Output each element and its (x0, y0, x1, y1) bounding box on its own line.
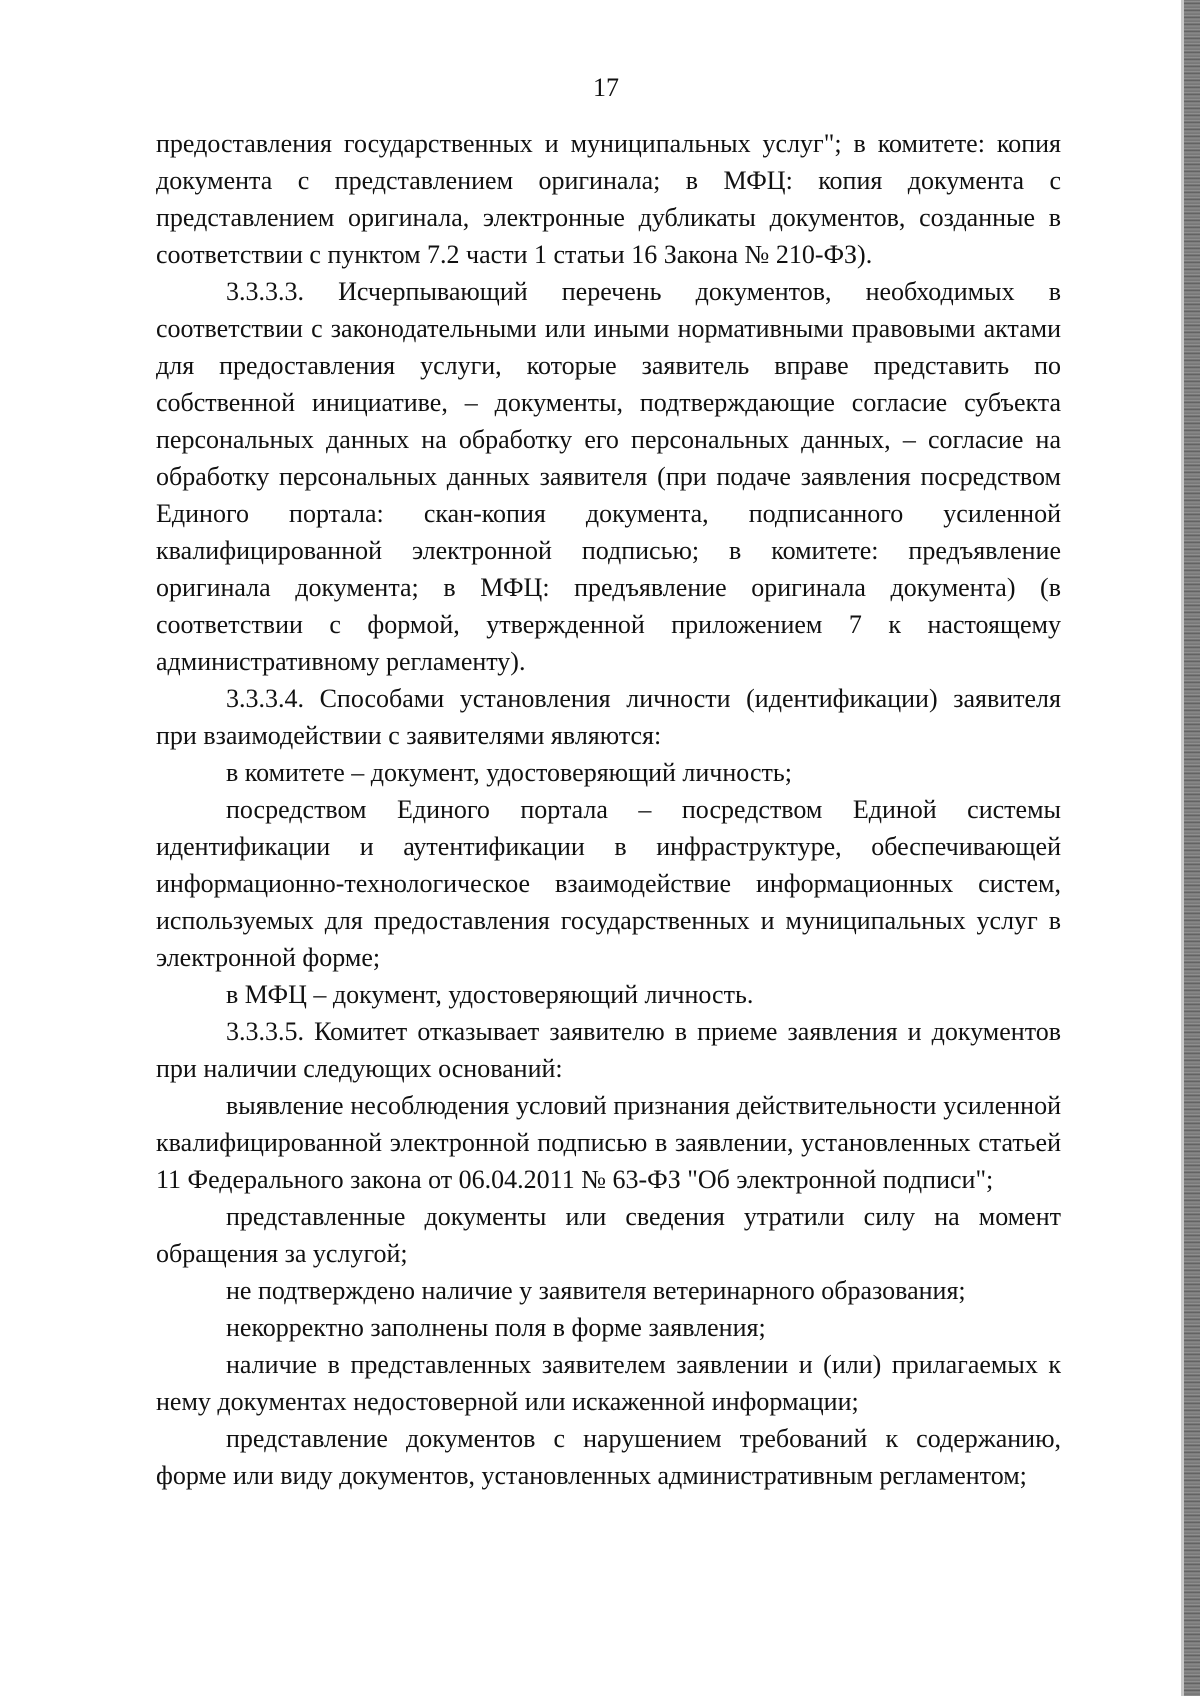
paragraph-identification-portal: посредством Единого портала – посредством Единой системы идентификации и аутентификации в инфраструктуре, обеспечивающей информационно-технологическое взаимодействие информационных систем, используемых для предоставления государственных и муниципальных услуг в электронной форме; (156, 795, 1061, 972)
paragraph-refusal-expired: представленные документы или сведения утратили силу на момент обращения за услугой; (156, 1202, 1061, 1268)
paragraph-3-3-3-3: 3.3.3.3. Исчерпывающий перечень документов, необходимых в соответствии с законодательными или иными нормативными правовыми актами для предоставления услуги, которые заявитель вправе представить по собственной инициативе, – документы, подтверждающие согласие субъекта персональных данных на обработку его персональных данных, – согласие на обработку персональных данных заявителя (при подаче заявления посредством Единого портала: скан-копия документа, подписанного усиленной квалифицированной электронной подписью; в комитете: предъявление оригинала документа; в МФЦ: предъявление оригинала документа) (в соответствии с формой, утвержденной приложением 7 к настоящему административному регламенту). (156, 277, 1061, 676)
paragraph-refusal-false-info: наличие в представленных заявителем заявлении и (или) прилагаемых к нему документах недостоверной или искаженной информации; (156, 1350, 1061, 1416)
paragraph-refusal-fields: некорректно заполнены поля в форме заявления; (226, 1313, 766, 1342)
paragraph-refusal-signature: выявление несоблюдения условий признания действительности усиленной квалифицированной электронной подписью в заявлении, установленных статьей 11 Федерального закона от 06.04.2011 № 63-ФЗ "Об электронной подписи"; (156, 1091, 1061, 1194)
paragraph-identification-committee: в комитете – документ, удостоверяющий личность; (226, 758, 792, 787)
paragraph-continuation: предоставления государственных и муниципальных услуг"; в комитете: копия документа с представлением оригинала; в МФЦ: копия документа с представлением оригинала, электронные дубликаты документов, созданные в соответствии с пунктом 7.2 части 1 статьи 16 Закона № 210-ФЗ). (156, 129, 1061, 269)
paragraph-refusal-requirements: представление документов с нарушением требований к содержанию, форме или виду документов, установленных административным регламентом; (156, 1424, 1061, 1490)
paragraph-3-3-3-4: 3.3.3.4. Способами установления личности (идентификации) заявителя при взаимодействии с заявителями являются: (156, 684, 1061, 750)
paragraph-refusal-education: не подтверждено наличие у заявителя ветеринарного образования; (226, 1276, 966, 1305)
paragraph-3-3-3-5: 3.3.3.5. Комитет отказывает заявителю в приеме заявления и документов при наличии следующих оснований: (156, 1017, 1061, 1083)
document-body (156, 125, 1061, 1494)
scan-edge (1184, 0, 1200, 1696)
page-number: 17 (593, 73, 619, 102)
paragraph-identification-mfc: в МФЦ – документ, удостоверяющий личность. (226, 980, 754, 1009)
